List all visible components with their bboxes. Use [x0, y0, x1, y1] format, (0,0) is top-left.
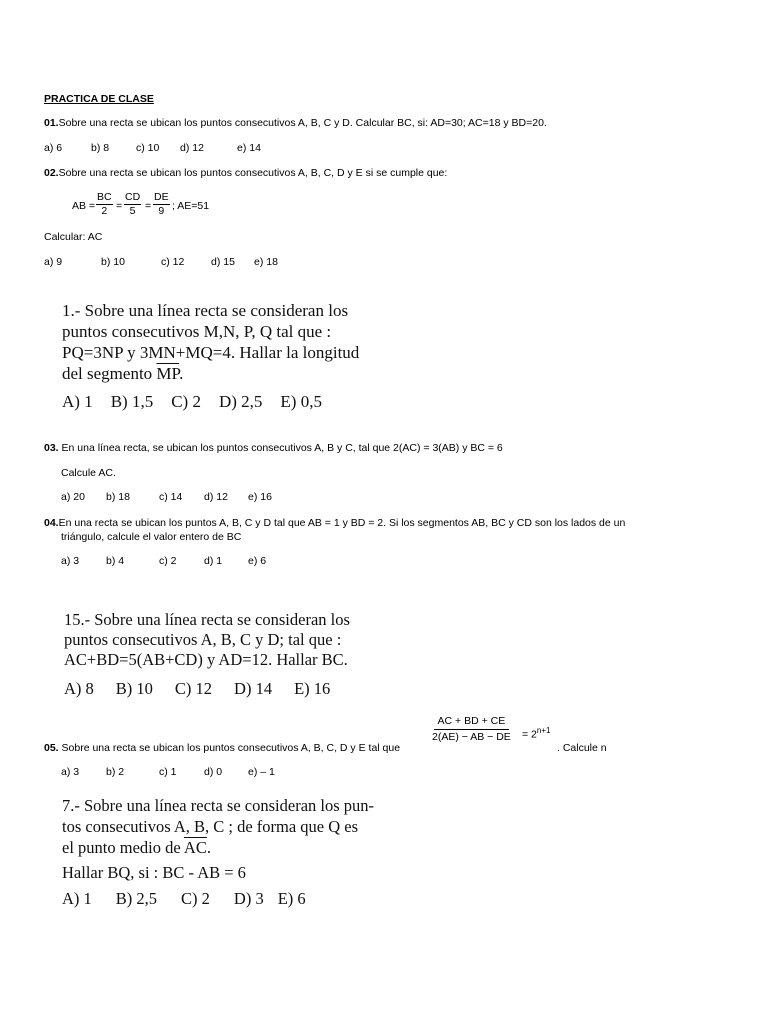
problem-04-text-2: triángulo, calcule el valor entero de BC [61, 531, 242, 543]
option-02-b: b) 10 [101, 256, 125, 268]
scan7-option-a: A) 1 [62, 889, 92, 908]
scan7-option-d: D) 3 [233, 889, 264, 908]
problem-03-number: 03. [44, 442, 59, 454]
scan7-line-2: tos consecutivos A, B, C ; de forma que Q es [62, 817, 359, 836]
scan7-option-b: B) 2,5 [115, 889, 158, 908]
scanned-problem-15 [64, 610, 350, 699]
option-04-b: b) 4 [106, 555, 125, 567]
segment-ac: $\overline{AC}$ [183, 838, 207, 857]
scan7-option-c: C) 2 [181, 889, 210, 908]
scan1-option-a: A) 1 [62, 392, 93, 411]
scan1-line-1: 1.- Sobre una línea recta se consideran los [62, 301, 349, 320]
option-03-e: e) 16 [248, 491, 272, 503]
scan7-line-3: el punto medio de $\overline{AC}$. [62, 838, 211, 857]
problem-01-statement [44, 117, 547, 130]
problem-05-fraction [432, 716, 511, 743]
option-02-d: d) 15 [211, 256, 235, 268]
option-05-a: a) 3 [61, 766, 80, 778]
fraction-numerator: AC + BD + CE [434, 716, 510, 730]
option-02-c: c) 12 [161, 256, 185, 268]
option-04-d: d) 1 [204, 555, 223, 567]
option-03-c: c) 14 [159, 491, 183, 503]
scan7-line-1: 7.- Sobre una línea recta se consideran los pun- [62, 796, 375, 815]
scan15-option-c: C) 12 [174, 679, 213, 698]
formula-eq-2: = [145, 200, 152, 212]
scan7-options [62, 888, 374, 909]
problem-05-text: Sobre una recta se ubican los puntos consecutivos A, B, C, D y E tal que [58, 742, 401, 754]
problem-03-text: En una línea recta, se ubican los puntos consecutivos A, B y C, tal que 2(AC) = 3(AB) y BC = 6 [58, 442, 503, 454]
scan15-option-a: A) 8 [64, 679, 94, 698]
problem-05-statement [44, 742, 400, 755]
scan1-option-d: D) 2,5 [218, 392, 263, 411]
fraction-cd-5: $\frac{CD}{5}$ [125, 191, 141, 217]
problem-02-text: Sobre una recta se ubican los puntos consecutivos A, B, C, D y E si se cumple que: [58, 167, 448, 179]
scan15-option-b: B) 10 [115, 679, 153, 698]
option-05-b: b) 2 [106, 766, 125, 778]
option-04-c: c) 2 [159, 555, 177, 567]
scanned-problem-7 [62, 795, 374, 909]
page-title: PRACTICA DE CLASE [44, 93, 154, 105]
option-01-c: c) 10 [136, 142, 160, 154]
scan1-line-3: PQ=3NP y 3MN+MQ=4. Hallar la longitud [62, 343, 360, 362]
option-01-e: e) 14 [237, 142, 261, 154]
scan15-option-e: E) 16 [294, 679, 331, 698]
problem-04-number: 04. [44, 517, 59, 529]
option-03-d: d) 12 [204, 491, 228, 503]
problem-04-statement [44, 517, 625, 530]
scan15-options [64, 679, 350, 699]
scan7-option-e: E) 6 [277, 889, 306, 908]
segment-mp: $\overline{MP}$ [156, 364, 180, 383]
formula-eq-1: = [116, 200, 123, 212]
problem-02-number: 02. [44, 167, 59, 179]
formula-lhs: AB = [72, 200, 96, 212]
scan1-option-b: B) 1,5 [110, 392, 154, 411]
option-04-a: a) 3 [61, 555, 80, 567]
exponent: n+1 [536, 726, 551, 735]
problem-05-rhs: = $2^{n+1}$ [522, 726, 551, 741]
scan1-option-c: C) 2 [171, 392, 201, 411]
scan1-options [62, 391, 359, 412]
scan7-line-4: Hallar BQ, si : BC - AB = 6 [62, 863, 246, 882]
scan15-line-2: puntos consecutivos A, B, C y D; tal que : [64, 630, 342, 649]
option-05-e: e) – 1 [248, 766, 275, 778]
option-02-a: a) 9 [44, 256, 63, 268]
scan1-line-4: del segmento $\overline{MP}$. [62, 364, 184, 383]
formula-tail: ; AE=51 [172, 200, 210, 212]
scan1-option-e: E) 0,5 [280, 392, 322, 411]
problem-03-ask: Calcule AC. [61, 467, 116, 479]
fraction-denominator: 2(AE) − AB − DE [432, 731, 511, 743]
option-03-b: b) 18 [106, 491, 130, 503]
problem-05-tail: . Calcule n [557, 742, 607, 754]
problem-01-number: 01. [44, 117, 59, 129]
scan15-option-d: D) 14 [234, 679, 273, 698]
problem-02-statement [44, 167, 447, 180]
problem-04-text-1: En una recta se ubican los puntos A, B, C y D tal que AB = 1 y BD = 2. Si los segmentos AB, BC y CD son los lados de un [58, 517, 626, 529]
fraction-de-9: $\frac{DE}{9}$ [154, 191, 169, 217]
scan15-line-3: AC+BD=5(AB+CD) y AD=12. Hallar BC. [64, 650, 348, 669]
option-05-c: c) 1 [159, 766, 177, 778]
scan15-line-1: 15.- Sobre una línea recta se consideran los [64, 610, 350, 629]
problem-01-text: Sobre una recta se ubican los puntos consecutivos A, B, C y D. Calcular BC, si: AD=30; AC=18 y BD=20. [58, 117, 547, 129]
scan1-line-2: puntos consecutivos M,N, P, Q tal que : [62, 322, 332, 341]
option-02-e: e) 18 [254, 256, 278, 268]
option-01-d: d) 12 [180, 142, 204, 154]
option-01-a: a) 6 [44, 142, 63, 154]
problem-02-ask: Calcular: AC [44, 231, 103, 243]
fraction-bc-2: $\frac{BC}{2}$ [97, 191, 112, 217]
option-04-e: e) 6 [248, 555, 267, 567]
problem-05-number: 05. [44, 742, 59, 754]
problem-03-statement [44, 442, 503, 455]
option-01-b: b) 8 [91, 142, 110, 154]
option-03-a: a) 20 [61, 491, 85, 503]
scanned-problem-1 [62, 300, 359, 412]
option-05-d: d) 0 [204, 766, 223, 778]
